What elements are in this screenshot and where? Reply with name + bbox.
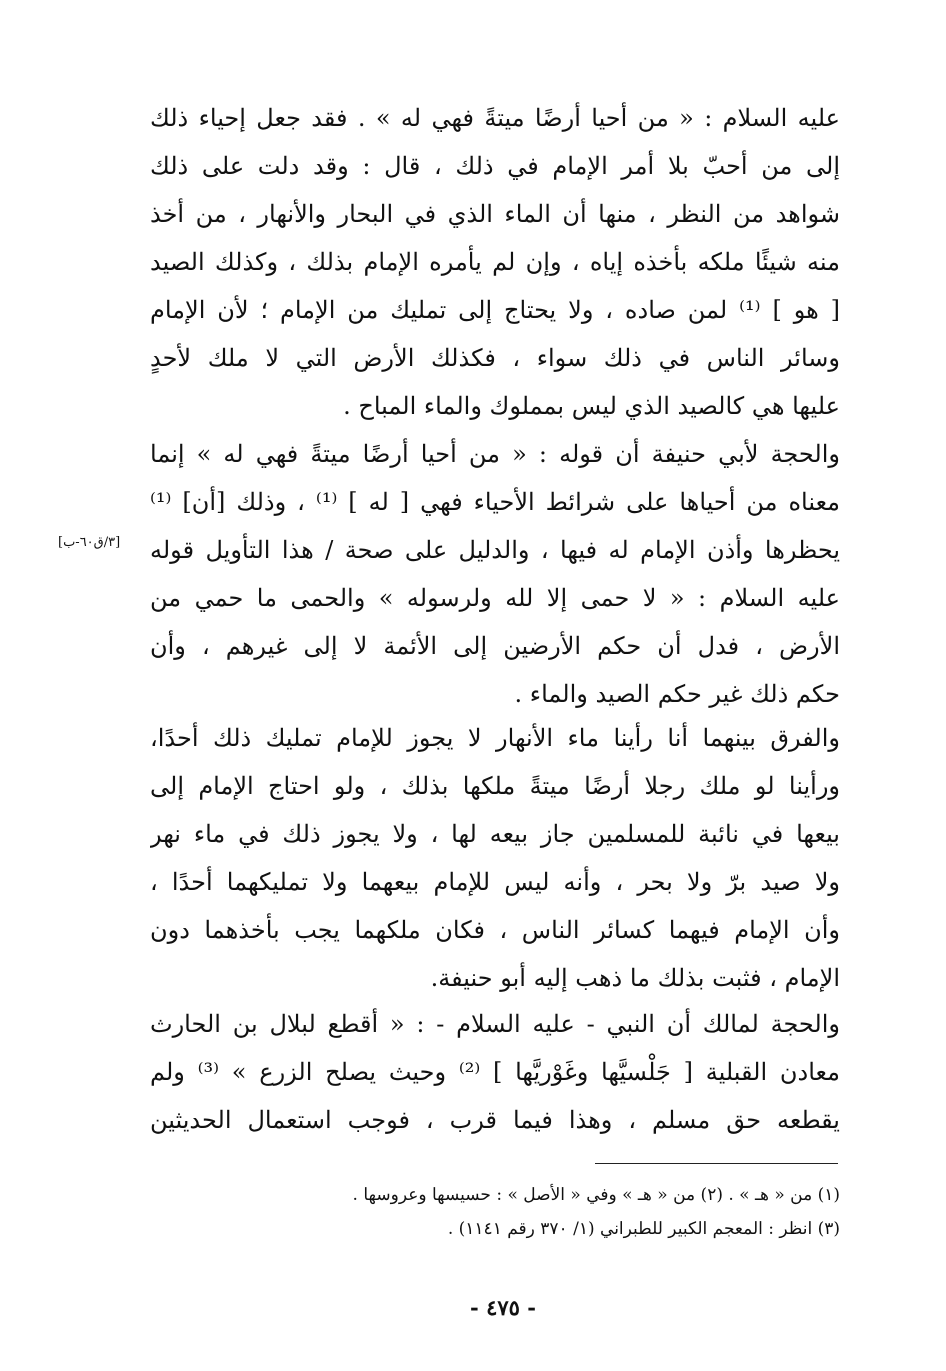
text-line: حكم ذلك غير حكم الصيد والماء . bbox=[514, 680, 840, 708]
text-line: إلى من أحبّ بلا أمر الإمام في ذلك ، قال : وقد دلت على ذلك bbox=[150, 152, 840, 180]
paragraph-4 bbox=[150, 1000, 840, 1144]
text-line: وسائر الناس في ذلك سواء ، فكذلك الأرض التي لا ملك لأحدٍ bbox=[150, 344, 840, 372]
text-line: الأرض ، فدل أن حكم الأرضين إلى الأئمة لا إلى غيرهم ، وأن bbox=[150, 632, 840, 660]
text-line: عليه السلام : « من أحيا أرضًا ميتةً فهي له » . فقد جعل إحياء ذلك bbox=[150, 104, 840, 132]
text-line: عليها هي كالصيد الذي ليس بمملوك والماء المباح . bbox=[343, 392, 840, 420]
text-line: والحجة لمالك أن النبي - عليه السلام - : « أقطع لبلال بن الحارث bbox=[150, 1010, 840, 1038]
footnote-line: (١) من « هـ » . (٢) من « هـ » وفي « الأصل » : حسيسها وعروسها . bbox=[352, 1185, 840, 1205]
text-line: يحظرها وأذن الإمام له فيها ، والدليل على صحة / هذا التأويل قوله bbox=[150, 536, 840, 564]
manuscript-folio-note: [٣/ق٦٠-ب] bbox=[58, 535, 121, 550]
paragraph-1 bbox=[150, 94, 840, 430]
text-line: معناه من أحياها على شرائط الأحياء فهي [ له ] ⁽¹⁾ ، وذلك [أن] ⁽¹⁾ bbox=[150, 488, 840, 516]
text-line: معادن القبلية [ جَلْسيَّها وغَوْريَّها ] ⁽²⁾ وحيث يصلح الزرع » ⁽³⁾ ولم bbox=[150, 1058, 840, 1086]
text-line: والفرق بينهما أنا رأينا ماء الأنهار لا يجوز للإمام تمليك ذلك أحدًا، bbox=[150, 724, 840, 752]
text-line: ولا صيد برّ ولا بحر ، وأنه ليس للإمام بيعهما ولا تمليكهما أحدًا ، bbox=[150, 868, 840, 896]
page-number: - ٤٧٥ - bbox=[470, 1295, 536, 1320]
text-line: عليه السلام : « لا حمى إلا لله ولرسوله » والحمى ما حمي من bbox=[150, 584, 840, 612]
text-line: الإمام ، فثبت بذلك ما ذهب إليه أبو حنيفة. bbox=[430, 964, 840, 992]
footnote-line: (٣) انظر : المعجم الكبير للطبراني (١/ ٣٧٠ رقم ١١٤١) . bbox=[447, 1219, 840, 1239]
text-line: بيعها في نائبة للمسلمين جاز بيعه لها ، ولا يجوز ذلك في ماء نهر bbox=[150, 820, 840, 848]
footnote-separator bbox=[595, 1163, 838, 1164]
footnotes bbox=[150, 1178, 840, 1246]
text-line: والحجة لأبي حنيفة أن قوله : « من أحيا أرضًا ميتةً فهي له » إنما bbox=[150, 440, 840, 468]
text-line: وأن الإمام فيهما كسائر الناس ، فكان ملكهما يجب بأخذهما دون bbox=[150, 916, 840, 944]
text-line: [ هو ] ⁽¹⁾ لمن صاده ، ولا يحتاج إلى تمليك من الإمام ؛ لأن الإمام bbox=[150, 296, 840, 324]
text-line: يقطعه حق مسلم ، وهذا فيما قرب ، فوجب استعمال الحديثين bbox=[150, 1106, 840, 1134]
paragraph-3 bbox=[150, 714, 840, 1002]
text-line: منه شيئًا ملكه بأخذه إياه ، وإن لم يأمره الإمام بذلك ، وكذلك الصيد bbox=[150, 248, 840, 276]
paragraph-2 bbox=[150, 430, 840, 718]
text-line: شواهد من النظر ، منها أن الماء الذي في البحار والأنهار ، من أخذ bbox=[150, 200, 840, 228]
text-line: ورأينا لو ملك رجلا أرضًا ميتةً ملكها بذلك ، ولو احتاج الإمام إلى bbox=[150, 772, 840, 800]
